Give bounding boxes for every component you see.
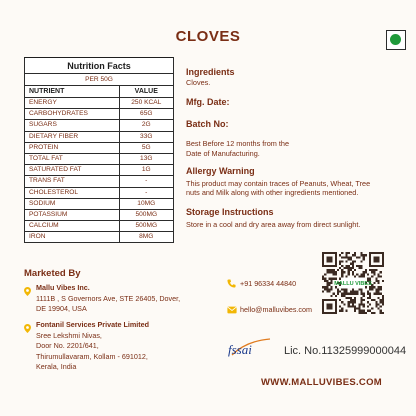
phone-icon bbox=[227, 279, 236, 288]
email-address[interactable]: hello@malluvibes.com bbox=[240, 305, 313, 314]
nutrient-value: - bbox=[119, 176, 173, 187]
company1-addr-line1: 1111B , S Governors Ave, STE 26405, Dover, bbox=[36, 293, 181, 303]
nutrient-name: SUGARS bbox=[25, 120, 120, 131]
nutrition-row bbox=[25, 165, 174, 176]
fssai-license: Lic. No.11325999000044 bbox=[284, 345, 407, 357]
website-url[interactable]: WWW.MALLUVIBES.COM bbox=[261, 377, 382, 388]
allergy-line2: nuts and Milk along with other ingredients mentioned. bbox=[186, 188, 359, 197]
nutrient-name: CARBOHYDRATES bbox=[25, 109, 120, 120]
allergy-section bbox=[186, 167, 370, 198]
nutrient-name: POTASSIUM bbox=[25, 209, 120, 220]
company2-addr-line3: Thirumullavaram, Kollam - 691012, bbox=[36, 351, 148, 361]
nutrition-facts-table bbox=[24, 57, 174, 243]
company1-block bbox=[36, 283, 180, 315]
nutrient-value: 33G bbox=[119, 131, 173, 142]
email-icon bbox=[227, 306, 237, 314]
nutrition-row bbox=[25, 109, 174, 120]
company2-addr-line4: Kerala, India bbox=[36, 362, 77, 371]
nutrition-row bbox=[25, 120, 174, 131]
fssai-logo bbox=[226, 333, 278, 361]
nutrition-row bbox=[25, 98, 174, 109]
nutrient-value: 13G bbox=[119, 153, 173, 164]
marketed-by-label: Marketed By bbox=[24, 268, 81, 279]
nutrient-value: 500MG bbox=[119, 209, 173, 220]
ingredients-label: Ingredients bbox=[186, 67, 235, 77]
nutrition-row bbox=[25, 209, 174, 220]
allergy-line1: This product may contain traces of Peanuts, Wheat, Tree bbox=[186, 178, 371, 188]
nutrition-row bbox=[25, 153, 174, 164]
fssai-logo-text: fssai bbox=[228, 342, 252, 357]
company2-addr-line2: Door No. 2201/641, bbox=[36, 341, 99, 350]
location-pin-icon bbox=[24, 324, 31, 333]
nutrient-value: 5G bbox=[119, 142, 173, 153]
nutrient-name: IRON bbox=[25, 232, 120, 243]
company2-name: Fontanil Services Private Limited bbox=[36, 320, 150, 329]
company2-block bbox=[36, 320, 149, 373]
storage-section bbox=[186, 208, 360, 229]
location-pin-icon bbox=[24, 287, 31, 296]
nutrition-row bbox=[25, 221, 174, 232]
nutrient-name: PROTEIN bbox=[25, 142, 120, 153]
nutrition-row bbox=[25, 232, 174, 243]
nutrition-row bbox=[25, 131, 174, 142]
nutrient-name: TRANS FAT bbox=[25, 176, 120, 187]
nutrient-name: DIETARY FIBER bbox=[25, 131, 120, 142]
nutrition-row bbox=[25, 142, 174, 153]
nutrient-value: 2G bbox=[119, 120, 173, 131]
batch-no-label: Batch No: bbox=[186, 119, 229, 129]
storage-label: Storage Instructions bbox=[186, 207, 274, 217]
nutrition-row bbox=[25, 187, 174, 198]
nutrient-name: SODIUM bbox=[25, 198, 120, 209]
nutrient-name: ENERGY bbox=[25, 98, 120, 109]
nutrient-name: SATURATED FAT bbox=[25, 165, 120, 176]
nutrient-value: 10MG bbox=[119, 198, 173, 209]
nutrient-name: TOTAL FAT bbox=[25, 153, 120, 164]
allergy-label: Allergy Warning bbox=[186, 166, 255, 176]
nutrient-value: - bbox=[119, 187, 173, 198]
best-before bbox=[186, 139, 289, 158]
qr-code[interactable] bbox=[322, 252, 384, 314]
nutrient-name: CHOLESTEROL bbox=[25, 187, 120, 198]
nutrient-value: 8MG bbox=[119, 232, 173, 243]
nutrition-per: PER 50G bbox=[25, 74, 174, 86]
col-value: VALUE bbox=[119, 86, 173, 98]
phone-number[interactable]: +91 96334 44840 bbox=[240, 279, 297, 288]
qr-logo-text: MALLU VIBES bbox=[334, 281, 372, 288]
best-before-line1: Best Before 12 months from the bbox=[186, 139, 290, 148]
ingredients-text: Cloves. bbox=[186, 77, 211, 87]
col-nutrient: NUTRIENT bbox=[25, 86, 120, 98]
company2-addr-line1: Sree Lekshmi Nivas, bbox=[36, 330, 102, 340]
storage-text: Store in a cool and dry area away from direct sunlight. bbox=[186, 219, 361, 229]
nutrient-value: 500MG bbox=[119, 221, 173, 232]
nutrition-heading: Nutrition Facts bbox=[25, 58, 174, 74]
company1-name: Mallu Vibes Inc. bbox=[36, 283, 90, 292]
ingredients-section bbox=[186, 68, 235, 87]
nutrition-row bbox=[25, 176, 174, 187]
nutrient-name: CALCIUM bbox=[25, 221, 120, 232]
nutrient-value: 1G bbox=[119, 165, 173, 176]
nutrient-value: 65G bbox=[119, 109, 173, 120]
veg-symbol-icon bbox=[386, 30, 406, 50]
best-before-line2: Date of Manufacturing. bbox=[186, 148, 260, 158]
company1-addr-line2: DE 19904, USA bbox=[36, 304, 87, 313]
product-title: CLOVES bbox=[175, 28, 241, 45]
nutrition-row bbox=[25, 198, 174, 209]
nutrient-value: 250 KCAL bbox=[119, 98, 173, 109]
mfg-date-label: Mfg. Date: bbox=[186, 97, 230, 107]
